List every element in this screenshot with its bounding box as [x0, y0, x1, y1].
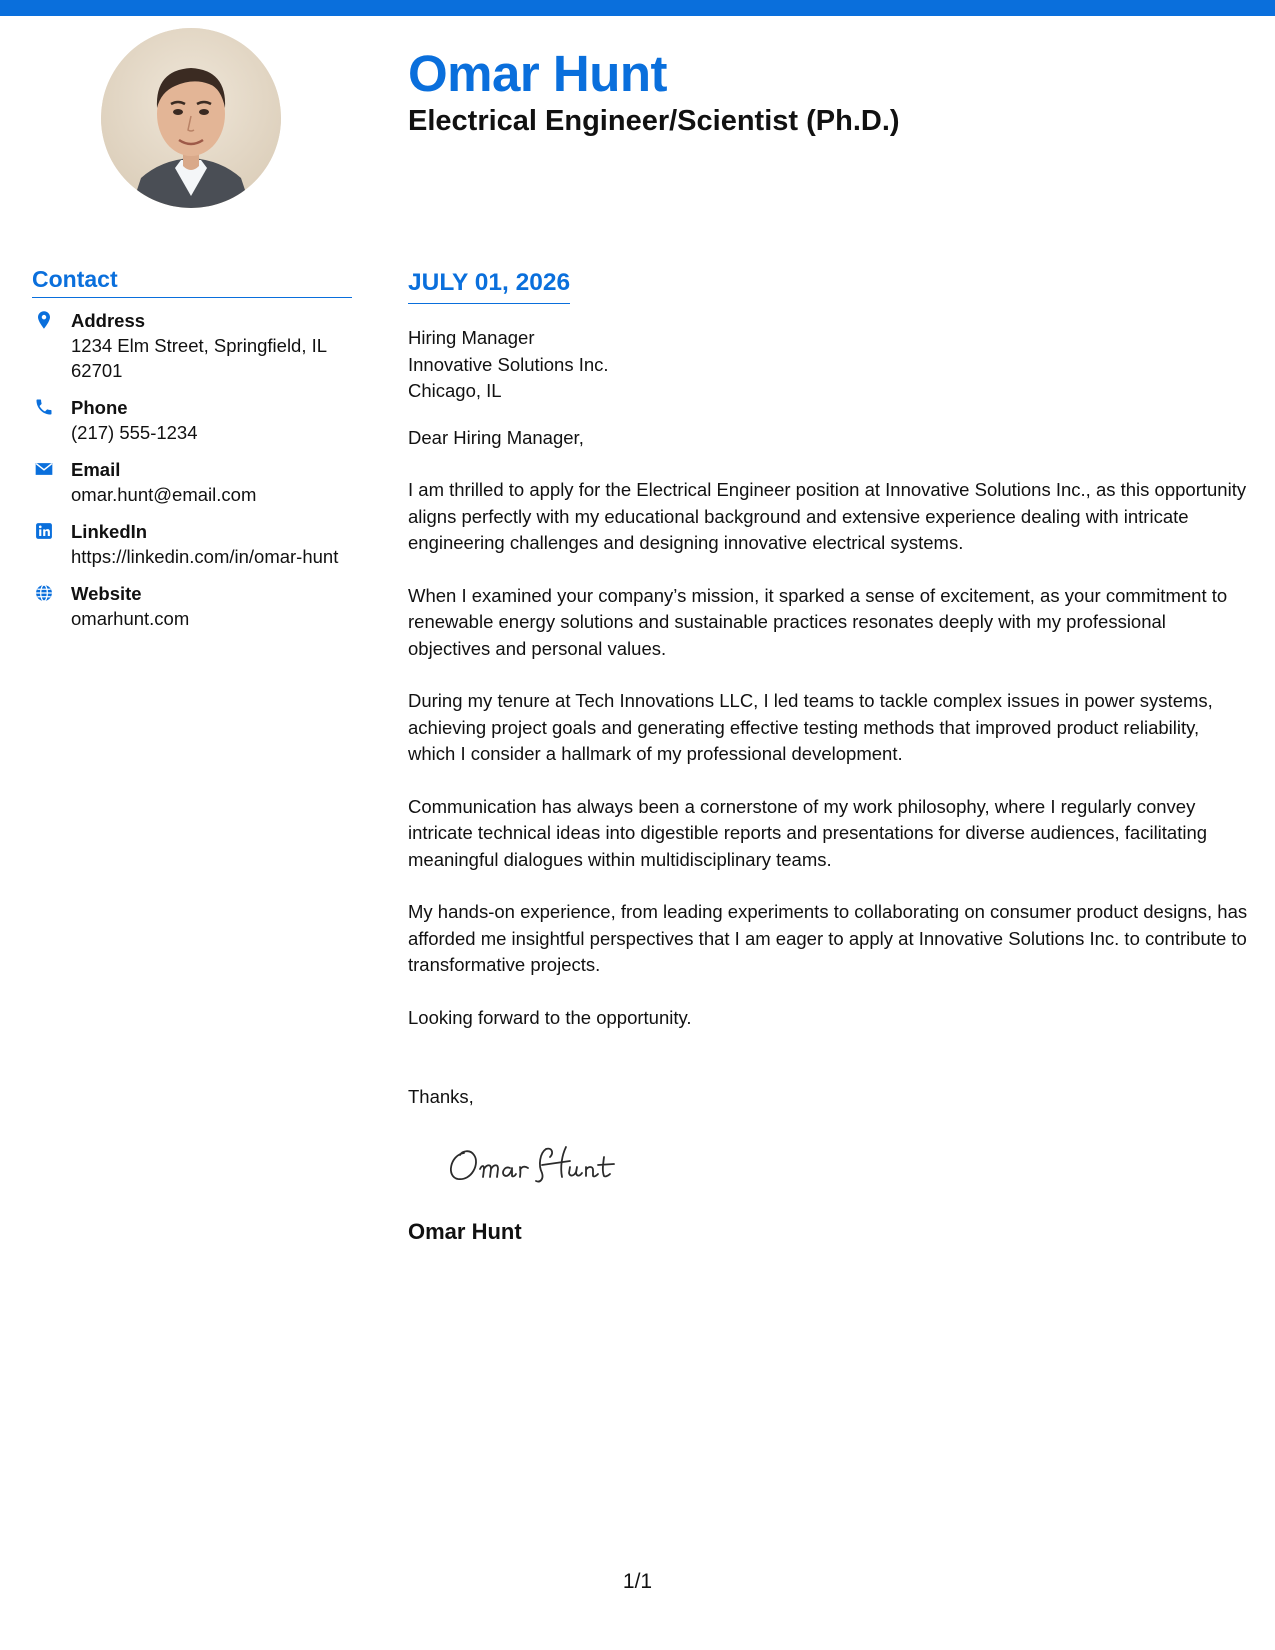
- handwritten-signature: [442, 1139, 642, 1191]
- job-title: Electrical Engineer/Scientist (Ph.D.): [408, 105, 900, 137]
- letter-paragraph: When I examined your company’s mission, it sparked a sense of excitement, as your commitment to renewable energy solutions and sustainable practices resonates deeply with my professional objectives and personal values.: [408, 584, 1228, 659]
- letter-paragraph: My hands-on experience, from leading experiments to collaborating on consumer product designs, has afforded me insightful perspectives that I am eager to apply at Innovative Solutions Inc. to contribute to transformative projects.: [408, 901, 1248, 975]
- closing: Thanks,: [408, 1086, 474, 1107]
- letter-body: [408, 477, 1248, 1031]
- salutation: Dear Hiring Manager,: [408, 426, 584, 448]
- profile-photo: [101, 28, 281, 208]
- envelope-icon: [34, 459, 54, 479]
- letter-paragraph: I am thrilled to apply for the Electrical Engineer position at Innovative Solutions Inc., as this opportunity aligns perfectly with my educational background and extensive experience dealing with intricate engineering challenges and designing innovative electrical systems.: [408, 479, 1247, 553]
- contact-label: Email: [71, 459, 121, 480]
- linkedin-icon: [34, 521, 54, 541]
- letter-paragraph: During my tenure at Tech Innovations LLC, I led teams to tackle complex issues in power systems, achieving project goals and generating effective testing methods that improved product reliability, which I consider a hallmark of my professional development.: [408, 690, 1213, 764]
- contact-label: Phone: [71, 397, 128, 418]
- globe-icon: [34, 583, 54, 603]
- contact-sidebar: [32, 262, 352, 643]
- candidate-name: Omar Hunt: [408, 45, 668, 102]
- contact-label: Website: [71, 583, 142, 604]
- recipient-line: Hiring Manager: [408, 327, 535, 348]
- email-value[interactable]: omar.hunt@email.com: [71, 484, 257, 505]
- contact-item-email: [32, 457, 352, 507]
- contact-list: [32, 308, 352, 631]
- contact-heading: Contact: [32, 262, 352, 298]
- letter-paragraph: Communication has always been a cornerstone of my work philosophy, where I regularly convey intricate technical ideas into digestible reports and presentations for diverse audiences, facilitating meaningful dialogues within multidisciplinary teams.: [408, 795, 1208, 870]
- letter-date: JULY 01, 2026: [408, 266, 570, 304]
- recipient-line: Innovative Solutions Inc.: [408, 353, 609, 375]
- map-pin-icon: [34, 310, 54, 330]
- contact-item-phone: [32, 395, 352, 445]
- recipient-line: Chicago, IL: [408, 380, 502, 401]
- contact-item-website: [32, 581, 352, 631]
- phone-icon: [34, 397, 54, 417]
- signer-name: Omar Hunt: [408, 1218, 522, 1244]
- cover-letter: [408, 266, 1248, 1246]
- contact-item-address: [32, 308, 352, 383]
- recipient-block: [408, 325, 1248, 405]
- contact-label: LinkedIn: [71, 521, 148, 542]
- letter-paragraph: Looking forward to the opportunity.: [408, 1006, 692, 1028]
- contact-item-linkedin: [32, 519, 352, 569]
- linkedin-value[interactable]: https://linkedin.com/in/omar-hunt: [71, 546, 339, 567]
- contact-label: Address: [71, 310, 146, 331]
- top-accent-bar: [0, 0, 1275, 16]
- address-value: 1234 Elm Street, Springfield, IL 62701: [71, 335, 327, 381]
- phone-value: (217) 555-1234: [71, 422, 198, 443]
- page-number: 1/1: [622, 1570, 653, 1593]
- website-value[interactable]: omarhunt.com: [71, 608, 190, 629]
- avatar: [101, 28, 281, 208]
